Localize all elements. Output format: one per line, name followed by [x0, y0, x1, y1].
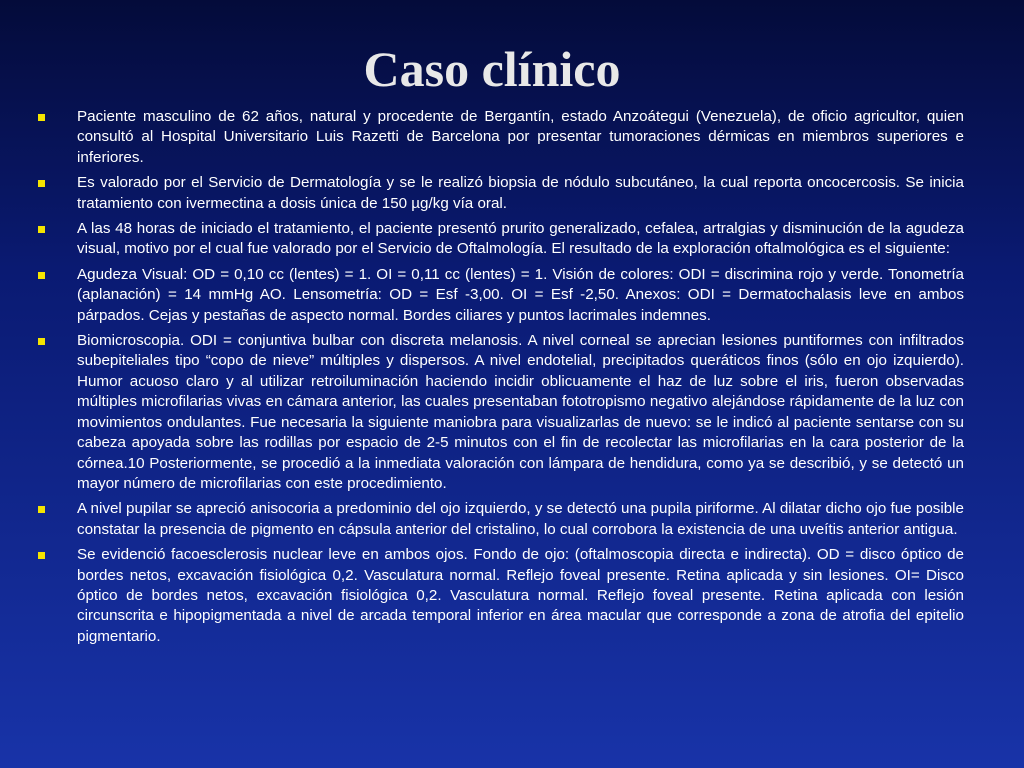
- bullet-text: Paciente masculino de 62 años, natural y procedente de Bergantín, estado Anzoátegui (Venezuela), de oficio agricultor, quien consultó al Hospital Universitario Luis Razetti de Barcelona por presentar tumoraciones dérmicas en miembros superiores e inferiores.: [77, 108, 964, 166]
- bullet-item: [36, 265, 964, 326]
- slide-title: Caso clínico: [363, 41, 621, 97]
- bullet-text: A las 48 horas de iniciado el tratamiento, el paciente presentó prurito generalizado, cefalea, artralgias y disminución de la agudeza visual, motivo por el cual fue valorado por el Servicio de Oftalmología. El resultado de la exploración oftalmológica es el siguiente:: [77, 220, 964, 258]
- square-bullet-icon: [36, 107, 77, 127]
- bullet-text: Agudeza Visual: OD = 0,10 cc (lentes) = 1. OI = 0,11 cc (lentes) = 1. Visión de colores: ODI = discrimina rojo y verde. Tonometría (aplanación) = 14 mmHg AO. Lensometría: OD = Esf -3,00. OI = Esf -2,50. Anexos: ODI = Dermatochalasis leve en ambos párpados. Cejas y pestañas de aspecto normal. Bordes ciliares y puntos lacrimales indemnes.: [77, 265, 964, 324]
- bullet-text: Es valorado por el Servicio de Dermatología y se le realizó biopsia de nódulo subcutáneo, la cual reporta oncocercosis. Se inicia tratamiento con ivermectina a dosis única de 150 µg/kg vía oral.: [77, 174, 964, 212]
- square-bullet-icon: [36, 331, 77, 351]
- bullet-item: [36, 499, 964, 540]
- square-bullet-icon: [36, 545, 77, 565]
- square-bullet-icon: [36, 499, 77, 519]
- bullet-item: [36, 545, 964, 647]
- bullet-item: [36, 331, 964, 494]
- square-bullet-icon: [36, 219, 77, 239]
- bullet-text: Se evidenció facoesclerosis nuclear leve en ambos ojos. Fondo de ojo: (oftalmoscopia directa e indirecta). OD = disco óptico de bordes netos, excavación fisiológica 0,2. Vasculatura normal. Reflejo foveal presente. Retina aplicada y sin lesiones. OI= Disco óptico de bordes netos, excavación fisiológica 0,2. Vasculatura normal. Reflejo foveal presente. Retina aplicada con lesión circunscrita e hipopigmentada a nivel de arcada temporal inferior en área macular que corresponde a zona de atrofia del epitelio pigmentario.: [77, 546, 964, 645]
- square-bullet-icon: [36, 173, 77, 193]
- bullet-list: [36, 107, 964, 652]
- bullet-text: Biomicroscopia. ODI = conjuntiva bulbar con discreta melanosis. A nivel corneal se aprecian lesiones puntiformes con infiltrados subepiteliales tipo “copo de nieve” múltiples y dispersos. A nivel endotelial, precipitados queráticos finos (sólo en ojo izquierdo). Humor acuoso claro y al utilizar retroiluminación haciendo incidir oblicuamente el haz de luz sobre el iris, fueron observadas múltiples microfilarias vivas en cámara anterior, las cuales presentaban fototropismo negativo alejándose rápidamente de la luz con movimientos ondulantes. Fue necesaria la siguiente maniobra para visualizarlas de nuevo: se le indicó al paciente sentarse con su cabeza apoyada sobre las rodillas por espacio de 2-5 minutos con el fin de recolectar las microfilarias en la cara posterior de la córnea.10 Posteriormente, se procedió a la inmediata valoración con lámpara de hendidura, como ya se describió, y se detectó un mayor número de microfilarias con este procedimiento.: [77, 332, 964, 492]
- bullet-text: A nivel pupilar se apreció anisocoria a predominio del ojo izquierdo, y se detectó una pupila piriforme. Al dilatar dicho ojo fue posible constatar la presencia de pigmento en cápsula anterior del cristalino, lo cual corrobora la existencia de una uveítis anterior antigua.: [77, 500, 964, 538]
- bullet-item: [36, 219, 964, 260]
- bullet-item: [36, 107, 964, 168]
- square-bullet-icon: [36, 265, 77, 285]
- bullet-item: [36, 173, 964, 214]
